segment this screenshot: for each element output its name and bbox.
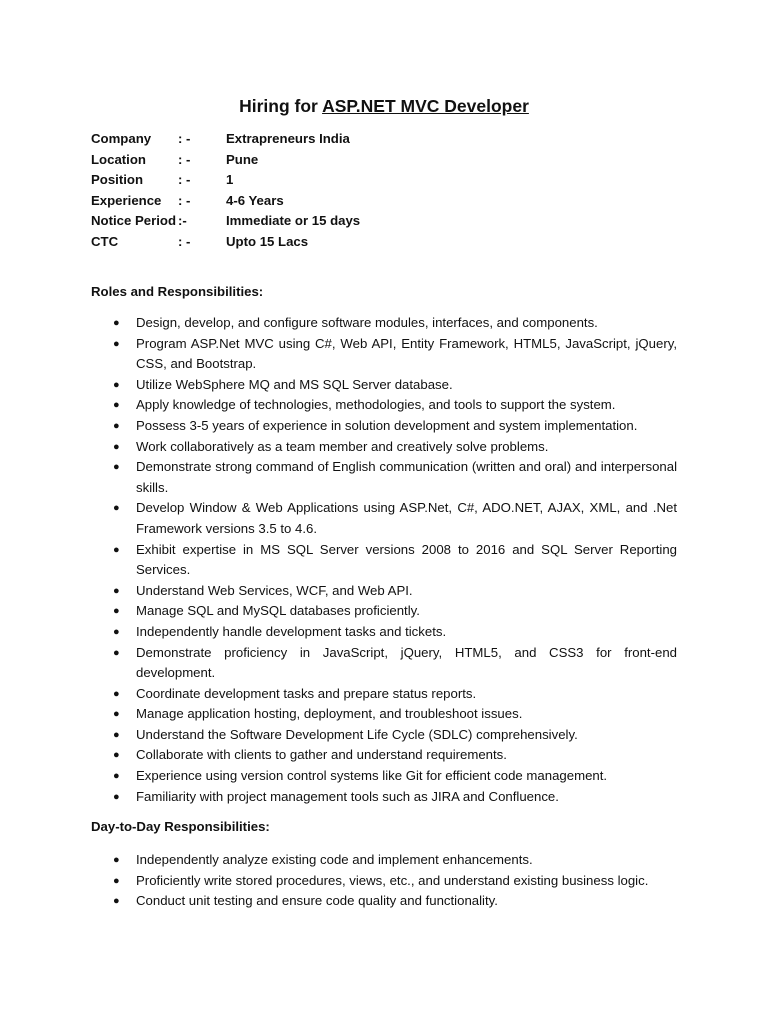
bullet-icon: ● (113, 790, 120, 803)
detail-row-company (91, 129, 677, 150)
detail-value: 4-6 Years (226, 192, 284, 208)
list-item (91, 601, 677, 622)
list-item-text: Proficiently write stored procedures, views, etc., and understand existing business logic. (136, 872, 649, 888)
bullet-icon: ● (113, 317, 120, 329)
bullet-icon: ● (113, 461, 120, 474)
detail-separator: : - (178, 192, 191, 208)
list-item (91, 395, 677, 416)
detail-label: Position (91, 172, 144, 187)
detail-label: Location (91, 151, 146, 167)
bullet-icon: ● (113, 543, 120, 556)
title-role: ASP.NET MVC Developer (322, 96, 529, 116)
detail-value: Upto 15 Lacs (226, 233, 309, 249)
list-item-text: Understand the Software Development Life Cycle (SDLC) comprehensively. (136, 726, 578, 742)
bullet-icon: ● (113, 874, 120, 887)
detail-row-position (91, 170, 677, 191)
bullet-icon: ● (113, 749, 120, 762)
bullet-icon: ● (113, 646, 120, 659)
roles-heading: Roles and Responsibilities: (91, 284, 264, 299)
detail-row-ctc (91, 232, 677, 253)
detail-label: Notice Period (91, 213, 177, 228)
detail-label: Company (91, 131, 152, 146)
bullet-icon: ● (113, 337, 120, 350)
list-item-text: Coordinate development tasks and prepare status reports. (136, 685, 477, 701)
job-details (91, 129, 677, 252)
bullet-icon: ● (113, 399, 120, 412)
bullet-icon: ● (113, 605, 120, 618)
bullet-icon: ● (113, 440, 120, 453)
list-item-text: Exhibit expertise in MS SQL Server versions 2008 to 2016 and SQL Server Reporting Services. (136, 541, 677, 578)
list-item-text: Manage application hosting, deployment, and troubleshoot issues. (136, 706, 523, 722)
list-item-text: Collaborate with clients to gather and understand requirements. (136, 747, 507, 763)
list-item-text: Develop Window & Web Applications using ASP.Net, C#, ADO.NET, AJAX, XML, and .Net Framework versions 3.5 to 4.6. (136, 500, 677, 536)
detail-value: 1 (226, 172, 234, 187)
list-item-text: Work collaboratively as a team member and creatively solve problems. (136, 438, 549, 454)
page-title (91, 95, 677, 117)
list-item-text: Demonstrate proficiency in JavaScript, jQuery, HTML5, and CSS3 for front-end development. (136, 644, 677, 681)
bullet-icon: ● (113, 708, 120, 721)
detail-row-location (91, 150, 677, 171)
bullet-icon: ● (113, 687, 120, 700)
list-item (91, 725, 677, 746)
detail-separator: : - (178, 172, 191, 187)
bullet-icon: ● (113, 625, 120, 638)
bullet-icon: ● (113, 895, 120, 908)
bullet-icon: ● (113, 502, 120, 515)
list-item (91, 850, 677, 871)
detail-value: Pune (226, 151, 259, 167)
list-item (91, 891, 677, 912)
list-item (91, 375, 677, 396)
list-item-text: Possess 3-5 years of experience in solution development and system implementation. (136, 417, 638, 433)
list-item (91, 684, 677, 705)
list-item (91, 766, 677, 787)
list-item (91, 437, 677, 458)
detail-row-notice-period (91, 211, 677, 232)
list-item-text: Demonstrate strong command of English communication (written and oral) and interpersonal skills. (136, 459, 677, 495)
list-item (91, 871, 677, 892)
list-item-text: Independently analyze existing code and implement enhancements. (136, 852, 533, 868)
detail-separator: : - (178, 131, 191, 146)
detail-separator: : - (178, 233, 191, 249)
detail-value: Immediate or 15 days (226, 213, 361, 228)
title-prefix: Hiring for (239, 96, 323, 116)
daily-list (91, 850, 677, 912)
list-item-text: Design, develop, and configure software modules, interfaces, and components. (136, 315, 598, 330)
daily-heading: Day-to-Day Responsibilities: (91, 819, 270, 835)
detail-separator: :- (178, 213, 187, 228)
detail-separator: : - (178, 151, 191, 167)
detail-label: CTC (91, 233, 119, 249)
list-item-text: Independently handle development tasks and tickets. (136, 623, 447, 639)
list-item (91, 704, 677, 725)
list-item (91, 334, 677, 375)
list-item (91, 745, 677, 766)
list-item (91, 622, 677, 643)
detail-value: Extrapreneurs India (226, 131, 350, 146)
list-item (91, 581, 677, 602)
list-item-text: Program ASP.Net MVC using C#, Web API, Entity Framework, HTML5, JavaScript, jQuery, CSS, and Bootstrap. (136, 335, 677, 372)
bullet-icon: ● (113, 854, 120, 867)
detail-label: Experience (91, 192, 162, 208)
bullet-icon: ● (113, 770, 120, 783)
list-item (91, 643, 677, 684)
list-item-text: Apply knowledge of technologies, methodologies, and tools to support the system. (136, 397, 616, 413)
list-item-text: Understand Web Services, WCF, and Web API. (136, 582, 413, 598)
list-item (91, 498, 677, 539)
list-item-text: Utilize WebSphere MQ and MS SQL Server database. (136, 376, 453, 392)
bullet-icon: ● (113, 419, 120, 432)
list-item-text: Familiarity with project management tools such as JIRA and Confluence. (136, 788, 559, 804)
list-item (91, 787, 677, 808)
list-item-text: Manage SQL and MySQL databases proficiently. (136, 603, 420, 619)
list-item (91, 313, 677, 334)
list-item (91, 457, 677, 498)
list-item-text: Experience using version control systems like Git for efficient code management. (136, 768, 608, 784)
roles-list (91, 313, 677, 807)
bullet-icon: ● (113, 584, 120, 597)
list-item-text: Conduct unit testing and ensure code quality and functionality. (136, 893, 498, 909)
list-item (91, 540, 677, 581)
bullet-icon: ● (113, 378, 120, 391)
list-item (91, 416, 677, 437)
bullet-icon: ● (113, 728, 120, 741)
detail-row-experience (91, 191, 677, 212)
